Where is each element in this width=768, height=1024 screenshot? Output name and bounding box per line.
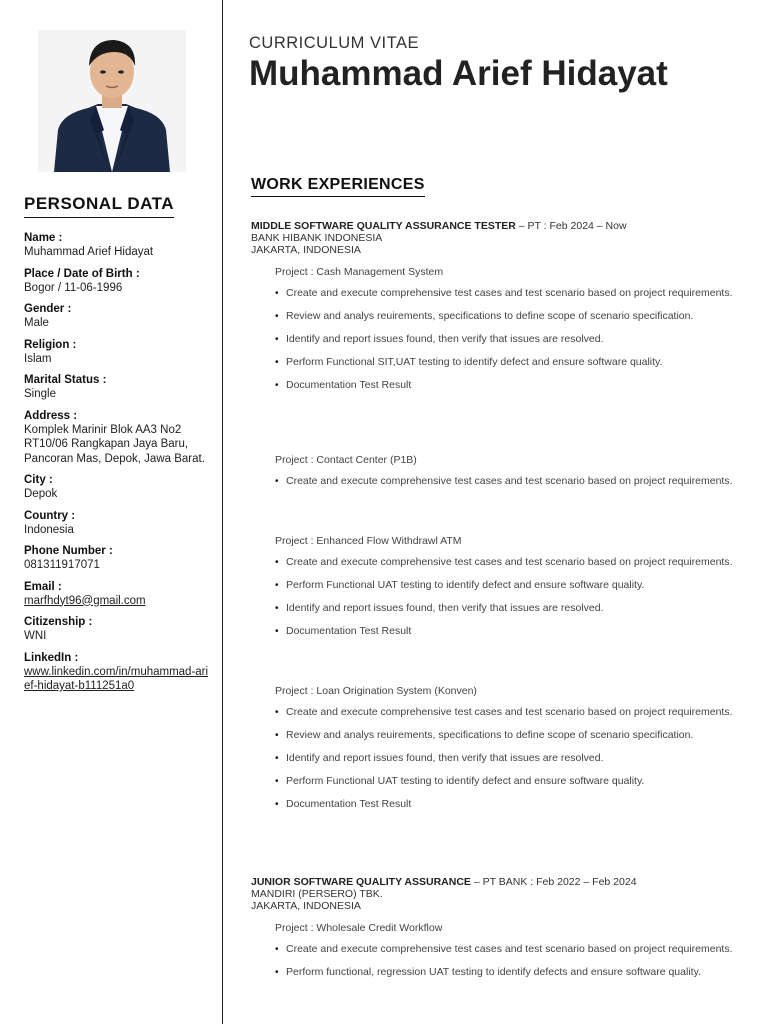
personal-item-email (24, 580, 214, 609)
personal-value: WNI (24, 630, 47, 642)
personal-value: Depok (24, 488, 58, 500)
list-item: • Perform Functional UAT testing to identify defect and ensure software quality. (275, 576, 735, 595)
personal-value: Male (24, 317, 49, 329)
work-experiences-heading: WORK EXPERIENCES (251, 176, 425, 197)
personal-item-country (24, 509, 214, 538)
personal-label: Country : (24, 509, 76, 522)
personal-item-marital (24, 373, 214, 402)
job-company: BANK HIBANK INDONESIA (251, 232, 383, 244)
list-item: • Review and analys reuirements, specifications to define scope of scenario specification. (275, 307, 735, 326)
personal-item-birth (24, 267, 214, 296)
list-item: • Identify and report issues found, then verify that issues are resolved. (275, 749, 735, 768)
project-block (275, 454, 735, 495)
job-period: : Feb 2024 – Now (543, 220, 627, 232)
personal-value: Indonesia (24, 523, 74, 536)
personal-item-phone (24, 544, 214, 573)
bullet-list (275, 553, 735, 641)
personal-label: LinkedIn : (24, 651, 79, 664)
list-item: • Identify and report issues found, then verify that issues are resolved. (275, 599, 735, 618)
personal-label: Citizenship : (24, 616, 93, 628)
personal-label: Address : (24, 409, 78, 422)
list-item: • Documentation Test Result (275, 795, 735, 814)
cv-label: CURRICULUM VITAE (249, 34, 419, 52)
personal-value: 081311917071 (24, 559, 100, 571)
list-item: • Documentation Test Result (275, 622, 735, 641)
job-role: JUNIOR SOFTWARE QUALITY ASSURANCE (251, 876, 471, 888)
list-item: • Perform Functional UAT testing to identify defect and ensure software quality. (275, 772, 735, 791)
project-title: Project : Loan Origination System (Konven) (275, 685, 477, 697)
list-item: • Perform functional, regression UAT testing to identify defects and ensure software quality. (275, 963, 735, 982)
personal-item-gender (24, 302, 214, 331)
column-divider (222, 0, 223, 1024)
personal-label: Phone Number : (24, 545, 113, 557)
page-title: Muhammad Arief Hidayat (249, 54, 668, 93)
personal-label: Marital Status : (24, 374, 107, 386)
project-title: Project : Cash Management System (275, 266, 444, 278)
job-location: JAKARTA, INDONESIA (251, 244, 361, 256)
personal-item-religion (24, 338, 214, 367)
job-company: MANDIRI (PERSERO) TBK. (251, 888, 383, 900)
project-title: Project : Contact Center (P1B) (275, 454, 417, 466)
personal-value: Komplek Marinir Blok AA3 No2 RT10/06 Rangkapan Jaya Baru, Pancoran Mas, Depok, Jawa Barat. (24, 423, 205, 465)
personal-value: Single (24, 388, 56, 400)
personal-item-citizenship (24, 615, 214, 644)
personal-label: Name : (24, 232, 63, 244)
job-period: : Feb 2022 – Feb 2024 (530, 876, 637, 888)
job-company-inline: – PT BANK (473, 876, 528, 888)
job-location: JAKARTA, INDONESIA (251, 900, 361, 912)
personal-label: Place / Date of Birth : (24, 267, 140, 280)
personal-label: Email : (24, 580, 62, 593)
project-title: Project : Wholesale Credit Workflow (275, 922, 443, 934)
list-item: • Review and analys reuirements, specifications to define scope of scenario specification. (275, 726, 735, 745)
job-company-inline: – PT (518, 220, 541, 232)
email-link[interactable]: marfhdyt96@gmail.com (24, 594, 146, 607)
personal-value: Muhammad Arief Hidayat (24, 246, 154, 258)
bullet-list (275, 472, 735, 491)
project-block (275, 685, 735, 818)
personal-data-heading: PERSONAL DATA (24, 194, 174, 218)
personal-label: Gender : (24, 303, 72, 315)
personal-label: City : (24, 474, 53, 486)
personal-item-city (24, 473, 214, 502)
project-title: Project : Enhanced Flow Withdrawl ATM (275, 535, 462, 547)
project-block (275, 922, 735, 986)
list-item: • Create and execute comprehensive test cases and test scenario based on project requirements. (275, 553, 735, 572)
job-entry (251, 876, 731, 912)
personal-value: Bogor / 11-06-1996 (24, 281, 123, 294)
bullet-list (275, 284, 735, 395)
project-block (275, 535, 735, 645)
list-item: • Identify and report issues found, then verify that issues are resolved. (275, 330, 735, 349)
bullet-list (275, 940, 735, 982)
personal-item-address (24, 409, 214, 467)
person-portrait-icon (38, 30, 186, 172)
list-item: • Documentation Test Result (275, 376, 735, 395)
personal-data-list (24, 231, 214, 701)
profile-photo (38, 30, 186, 172)
linkedin-link[interactable]: www.linkedin.com/in/muhammad-arief-hidayat-b111251a0 (24, 665, 209, 692)
personal-item-name (24, 231, 214, 260)
list-item: • Perform Functional SIT,UAT testing to identify defect and ensure software quality. (275, 353, 735, 372)
list-item: • Create and execute comprehensive test cases and test scenario based on project requirements. (275, 472, 735, 491)
list-item: • Create and execute comprehensive test cases and test scenario based on project requirements. (275, 703, 735, 722)
project-block (275, 266, 735, 399)
personal-label: Religion : (24, 338, 77, 351)
job-role: MIDDLE SOFTWARE QUALITY ASSURANCE TESTER (251, 220, 516, 232)
list-item: • Create and execute comprehensive test cases and test scenario based on project requirements. (275, 940, 735, 959)
personal-item-linkedin (24, 651, 214, 694)
job-entry (251, 220, 731, 256)
bullet-list (275, 703, 735, 814)
list-item: • Create and execute comprehensive test cases and test scenario based on project requirements. (275, 284, 735, 303)
personal-value: Islam (24, 352, 52, 365)
